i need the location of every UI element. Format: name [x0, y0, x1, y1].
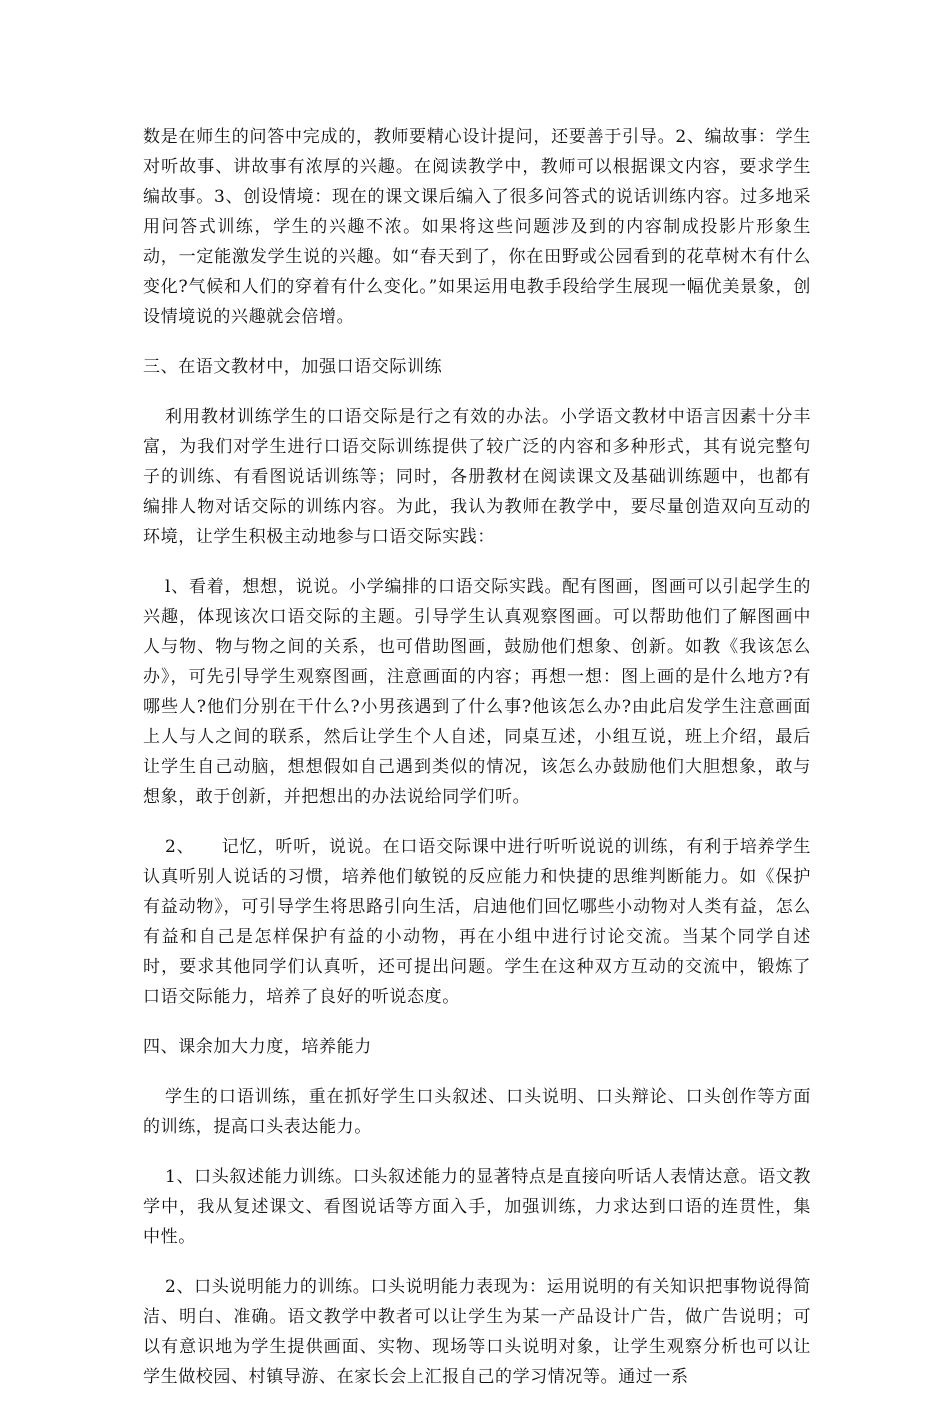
- paragraph-textbook-training: 利用教材训练学生的口语交际是行之有效的办法。小学语文教材中语言因素十分丰富，为我们对学生进行口语交际训练提供了较广泛的内容和多种形式，其有说完整句子的训练、有看图说话训练等；同时，各册教材在阅读课文及基础训练题中，也都有编排人物对话交际的训练内容。为此，我认为教师在教学中，要尽量创造双向互动的环境，让学生积极主动地参与口语交际实践：: [143, 407, 811, 547]
- paragraph-oral-explanation: 2、口头说明能力的训练。口头说明能力表现为：运用说明的有关知识把事物说得简洁、明白、准确。语文教学中教者可以让学生为某一产品设计广告，做广告说明；可以有意识地为学生提供画面、实物、现场等口头说明对象，让学生观察分析也可以让学生做校园、村镇导游、在家长会上汇报自己的学习情况等。通过一系: [143, 1277, 811, 1387]
- paragraph-remember-listen-say: 2、 记忆，听听，说说。在口语交际课中进行听听说说的训练，有利于培养学生认真听别人说话的习惯，培养他们敏锐的反应能力和快捷的思维判断能力。如《保护有益动物》，可引导学生将思路引向生活，启迪他们回忆哪些小动物对人类有益，怎么有益和自己是怎样保护有益的小动物，再在小组中进行讨论交流。当某个同学自述时，要求其他同学们认真听，还可提出问题。学生在这种双方互动的交流中，锻炼了口语交际能力，培养了良好的听说态度。: [143, 837, 811, 1007]
- section-heading-three: 三、在语文教材中，加强口语交际训练: [143, 357, 443, 377]
- document-body: [143, 122, 811, 1412]
- paragraph-oral-narration: 1、口头叙述能力训练。口头叙述能力的显著特点是直接向听话人表情达意。语文教学中，我从复述课文、看图说话等方面入手，加强训练，力求达到口语的连贯性，集中性。: [143, 1167, 811, 1247]
- section-heading-four: 四、课余加大力度，培养能力: [143, 1037, 372, 1057]
- paragraph-look-think-say: l、看着，想想，说说。小学编排的口语交际实践。配有图画，图画可以引起学生的兴趣，体现该次口语交际的主题。引导学生认真观察图画。可以帮助他们了解图画中人与物、物与物之间的关系，也可借助图画，鼓励他们想象、创新。如教《我该怎么办》，可先引导学生观察图画，注意画面的内容；再想一想：图上画的是什么地方?有哪些人?他们分别在干什么?小男孩遇到了什么事?他该怎么办?由此启发学生注意画面上人与人之间的联系，然后让学生个人自述，同桌互述，小组互说，班上介绍，最后让学生自己动脑，想想假如自己遇到类似的情况，该怎么办鼓励他们大胆想象，敢与想象，敢于创新，并把想出的办法说给同学们听。: [143, 577, 811, 807]
- paragraph-continued-intro: 数是在师生的问答中完成的，教师要精心设计提问，还要善于引导。2、编故事：学生对听故事、讲故事有浓厚的兴趣。在阅读教学中，教师可以根据课文内容，要求学生编故事。3、创设情境：现在的课文课后编入了很多问答式的说话训练内容。过多地采用问答式训练，学生的兴趣不浓。如果将这些问题涉及到的内容制成投影片形象生动，一定能激发学生说的兴趣。如“春天到了，你在田野或公园看到的花草树木有什么变化?气候和人们的穿着有什么变化。”如果运用电教手段给学生展现一幅优美景象，创设情境说的兴趣就会倍增。: [143, 127, 811, 327]
- paragraph-oral-training-intro: 学生的口语训练，重在抓好学生口头叙述、口头说明、口头辩论、口头创作等方面的训练，提高口头表达能力。: [143, 1087, 811, 1137]
